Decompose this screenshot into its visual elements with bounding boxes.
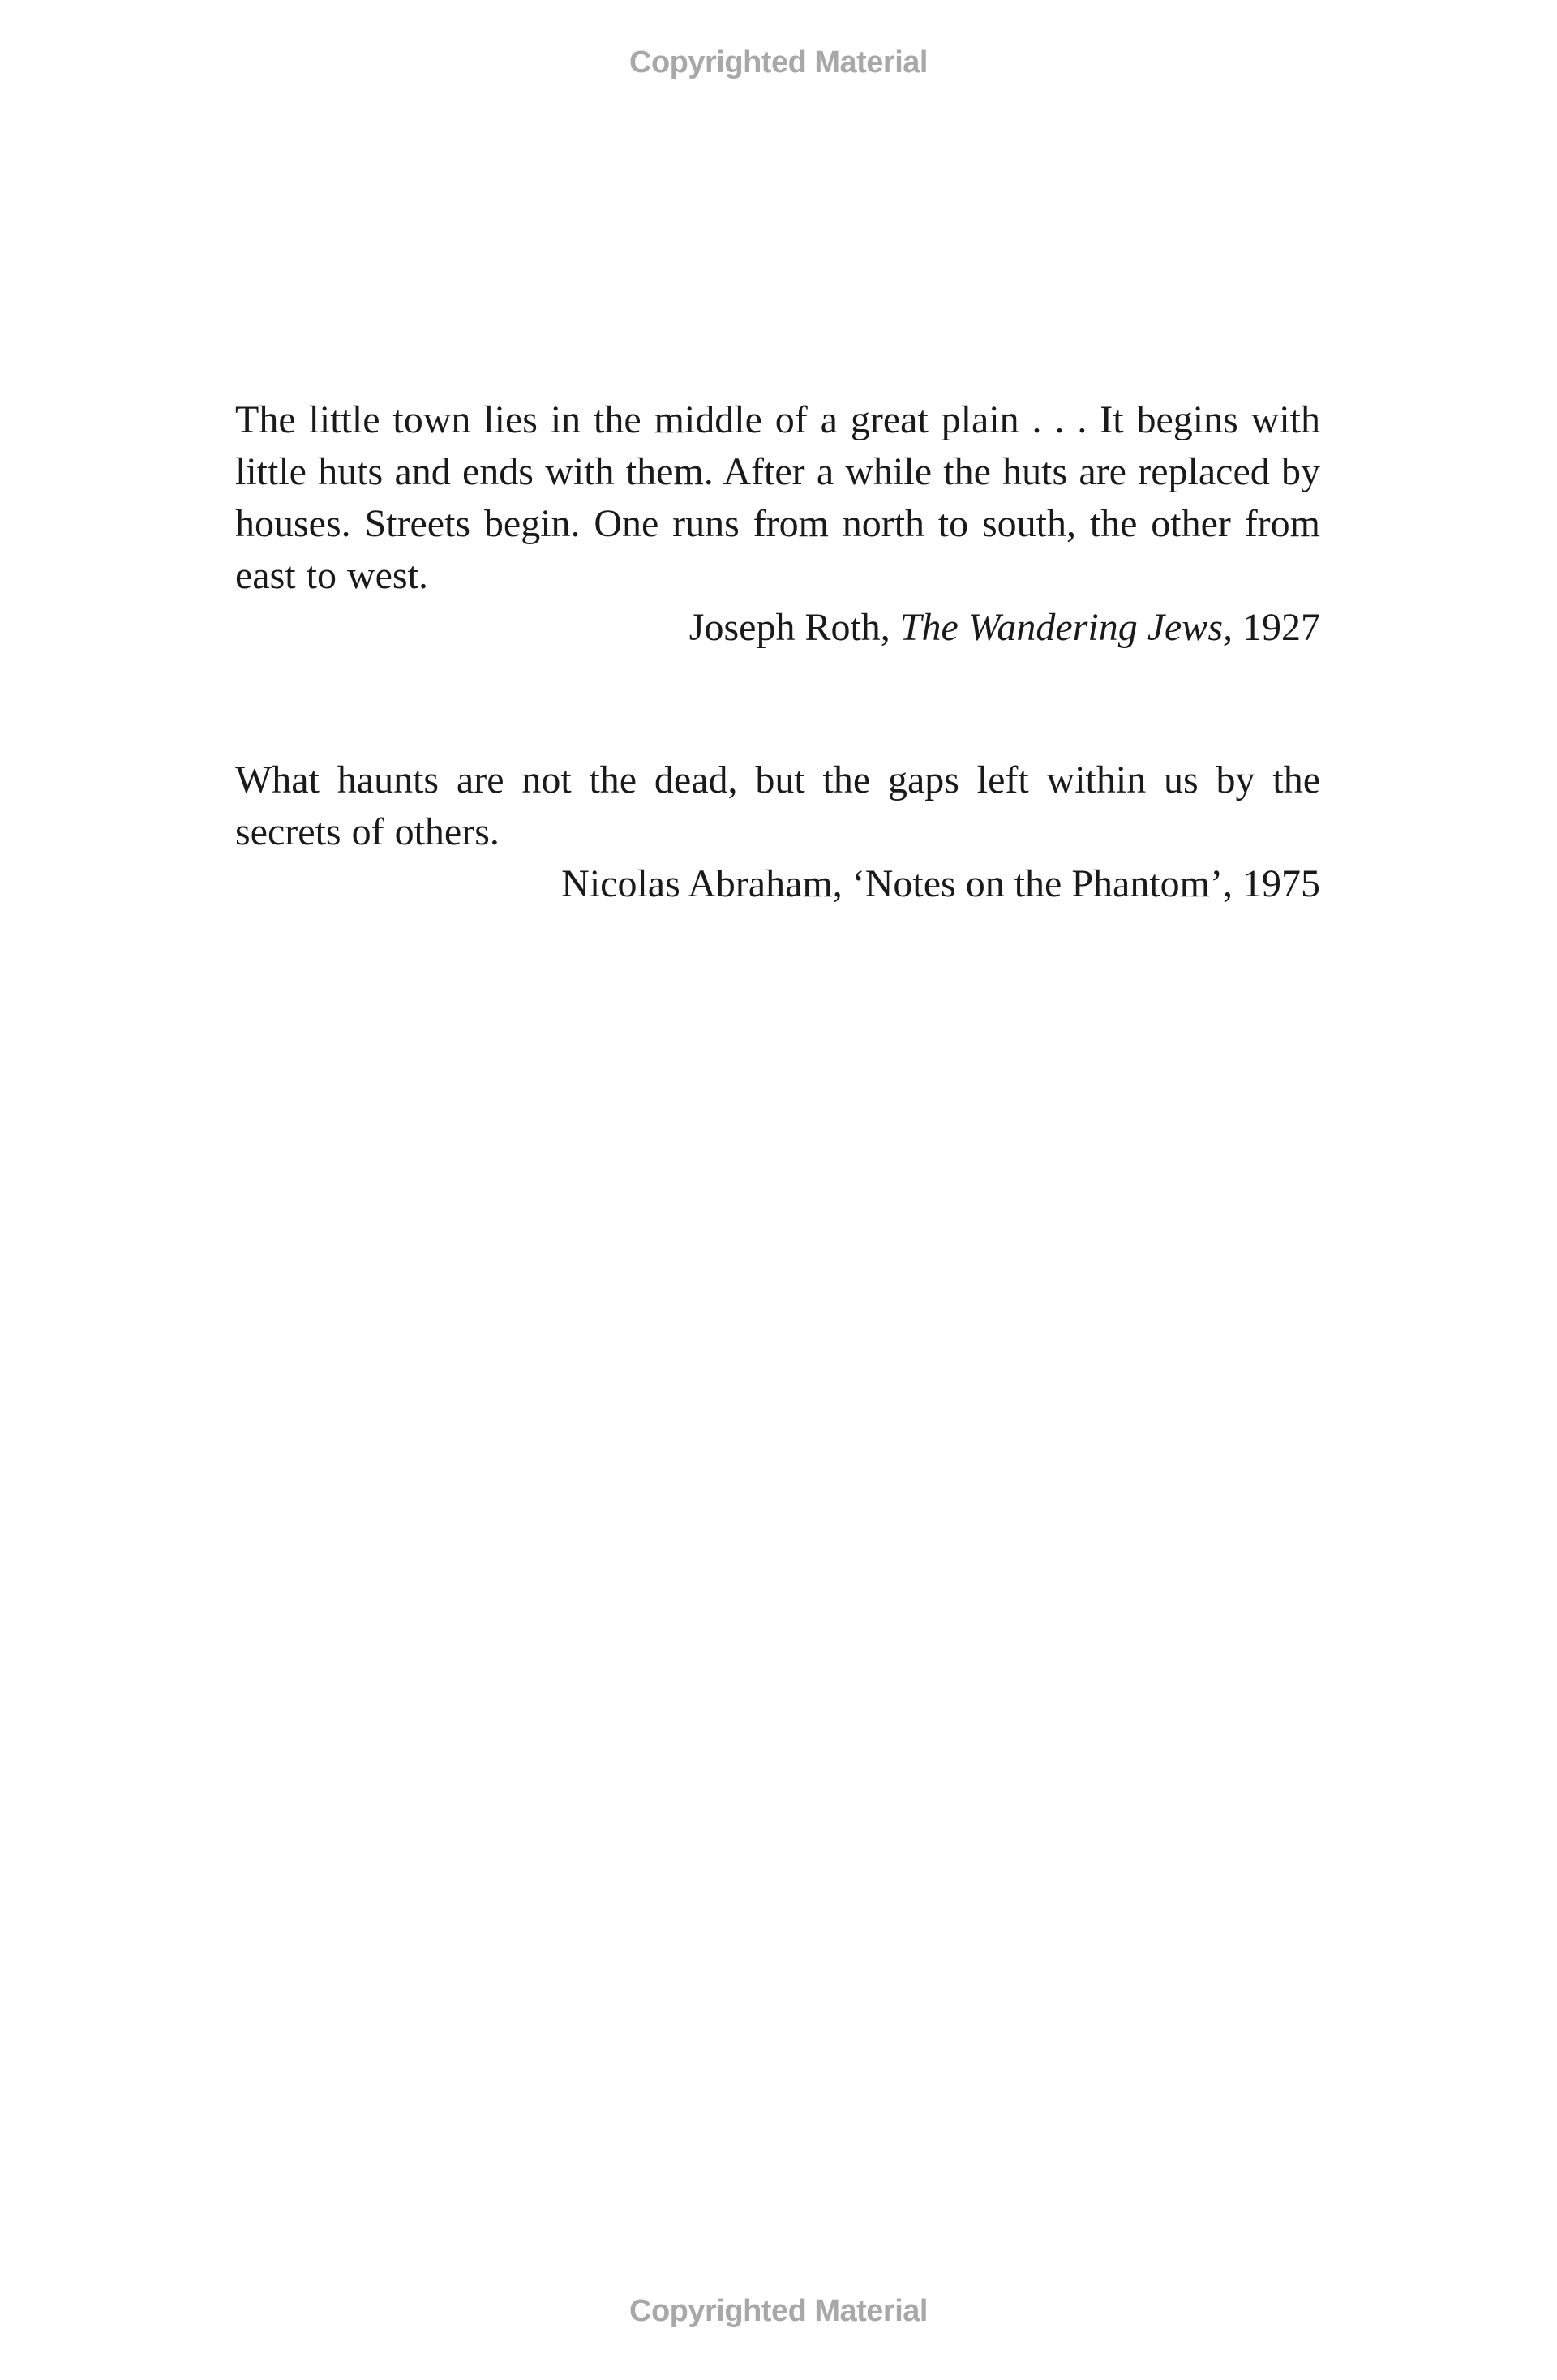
attribution-year: 1927 [1233, 606, 1320, 649]
copyright-watermark-top: Copyrighted Material [629, 45, 928, 79]
epigraph-quote: The little town lies in the middle of a great plain . . . It begins with little huts and ends with them. After a while the huts are replaced by houses. Streets begin. One runs from north to south, the other from east to west. [235, 398, 1320, 597]
epigraph-attribution [235, 602, 1320, 654]
epigraph-attribution [235, 858, 1320, 910]
copyright-watermark-bottom: Copyrighted Material [629, 2294, 928, 2328]
attribution-work-title: ‘Notes on the Phantom’, [851, 862, 1233, 905]
epigraph-quote: What haunts are not the dead, but the gaps left within us by the secrets of others. [235, 758, 1320, 853]
attribution-author: Joseph Roth, [688, 606, 900, 649]
epigraph-roth [235, 394, 1320, 654]
epigraph-abraham [235, 754, 1320, 910]
epigraphs-section [235, 394, 1320, 910]
attribution-author: Nicolas Abraham, [561, 862, 852, 905]
attribution-year: 1975 [1233, 862, 1320, 905]
attribution-work-title: The Wandering Jews, [899, 606, 1233, 649]
